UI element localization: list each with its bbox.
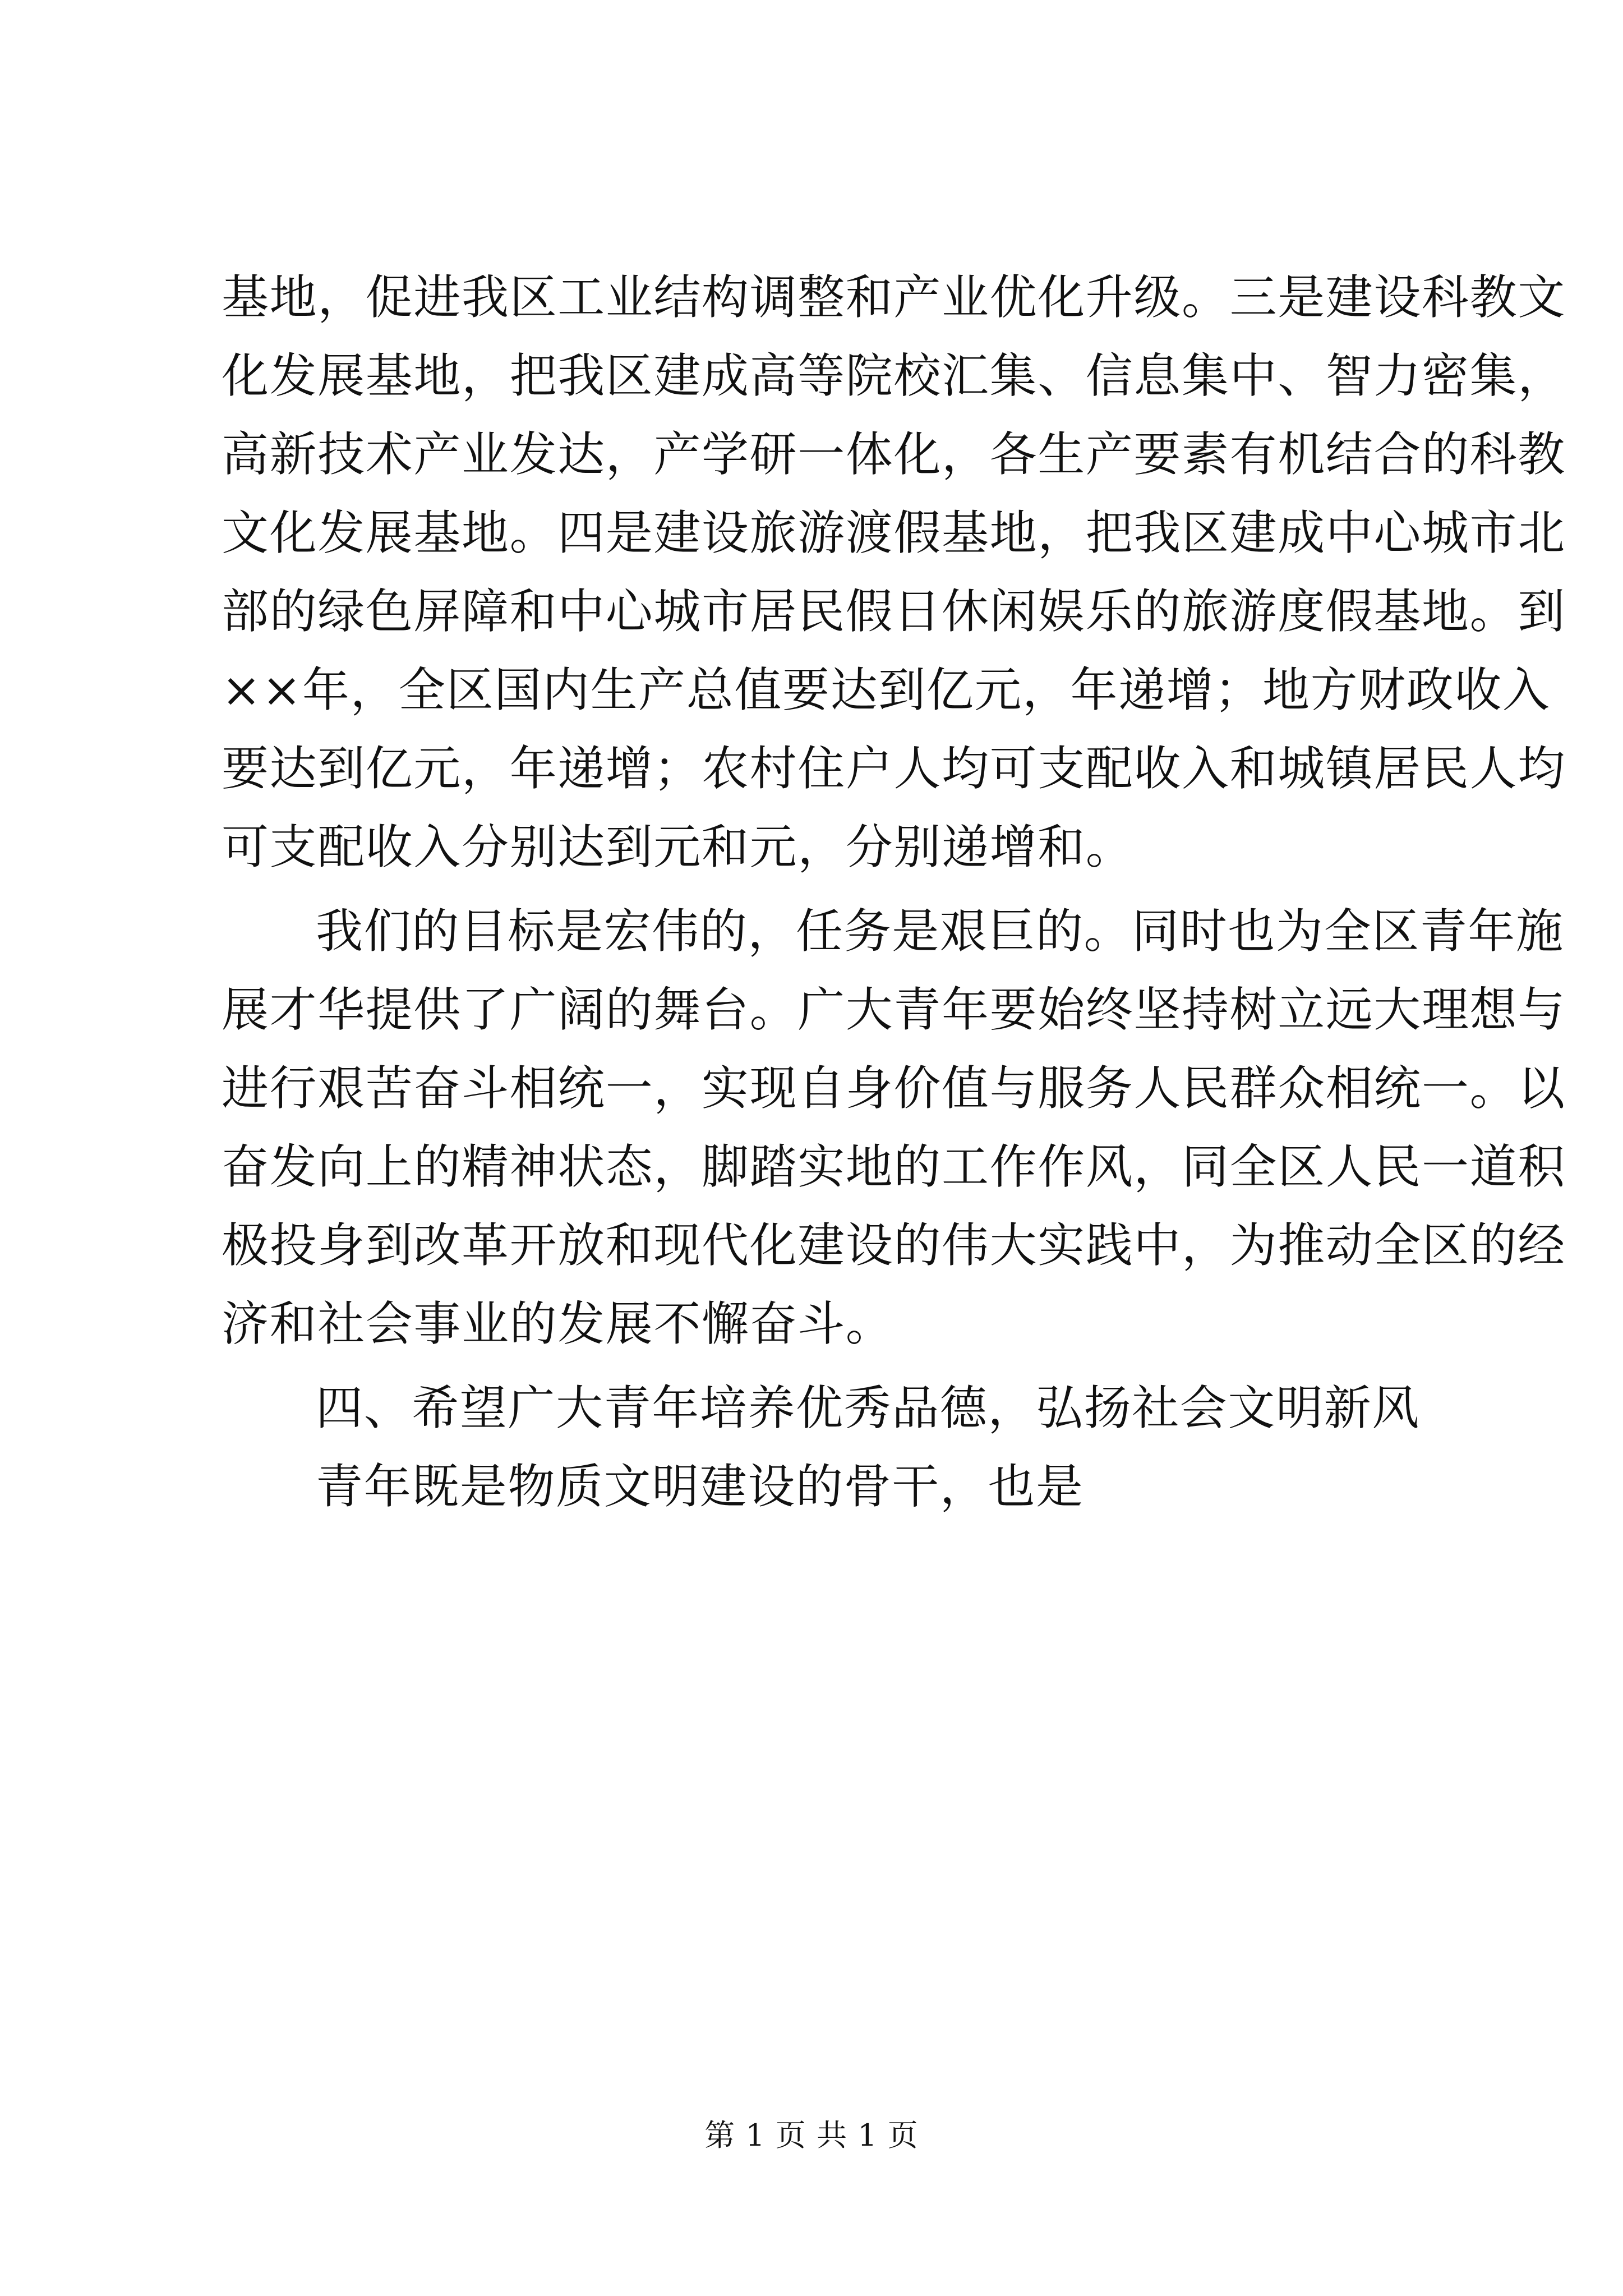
- text-line: 部的绿色屏障和中心城市居民假日休闲娱乐的旅游度假基地。到: [222, 584, 1566, 639]
- heading-text: 四、希望广大青年培养优秀品德，弘扬社会文明新风: [316, 1381, 1420, 1435]
- text-line: 文化发展基地。四是建设旅游渡假基地，把我区建成中心城市北: [222, 505, 1566, 560]
- paragraph: [222, 258, 1566, 886]
- text-line: 展才华提供了广阔的舞台。广大青年要始终坚持树立远大理想与: [222, 982, 1566, 1037]
- page-footer: 第 1 页 共 1 页: [704, 2118, 919, 2153]
- text-line: 奋发向上的精神状态，脚踏实地的工作作风，同全区人民一道积: [222, 1139, 1566, 1194]
- text-line: ××年，全区国内生产总值要达到亿元，年递增；地方财政收入: [222, 662, 1551, 717]
- text-line: 青年既是物质文明建设的骨干，也是: [316, 1459, 1084, 1514]
- text-line: 我们的目标是宏伟的，任务是艰巨的。同时也为全区青年施: [316, 904, 1564, 959]
- section-heading: [222, 1369, 1427, 1447]
- text-line: 进行艰苦奋斗相统一，实现自身价值与服务人民群众相统一。以: [222, 1061, 1566, 1116]
- paragraph: [222, 892, 1566, 1363]
- text-line: 高新技术产业发达，产学研一体化，各生产要素有机结合的科教: [222, 427, 1566, 482]
- text-line: 要达到亿元，年递增；农村住户人均可支配收入和城镇居民人均: [222, 741, 1566, 796]
- document-body: [222, 258, 1566, 1526]
- text-line: 基地，促进我区工业结构调整和产业优化升级。三是建设科教文: [222, 270, 1566, 325]
- text-line: 可支配收入分别达到元和元，分别递增和。: [222, 820, 1134, 875]
- text-line: 化发展基地，把我区建成高等院校汇集、信息集中、智力密集，: [222, 348, 1566, 403]
- text-line: 济和社会事业的发展不懈奋斗。: [222, 1296, 894, 1351]
- text-line: 极投身到改革开放和现代化建设的伟大实践中，为推动全区的经: [222, 1218, 1566, 1273]
- paragraph: [222, 1447, 1427, 1526]
